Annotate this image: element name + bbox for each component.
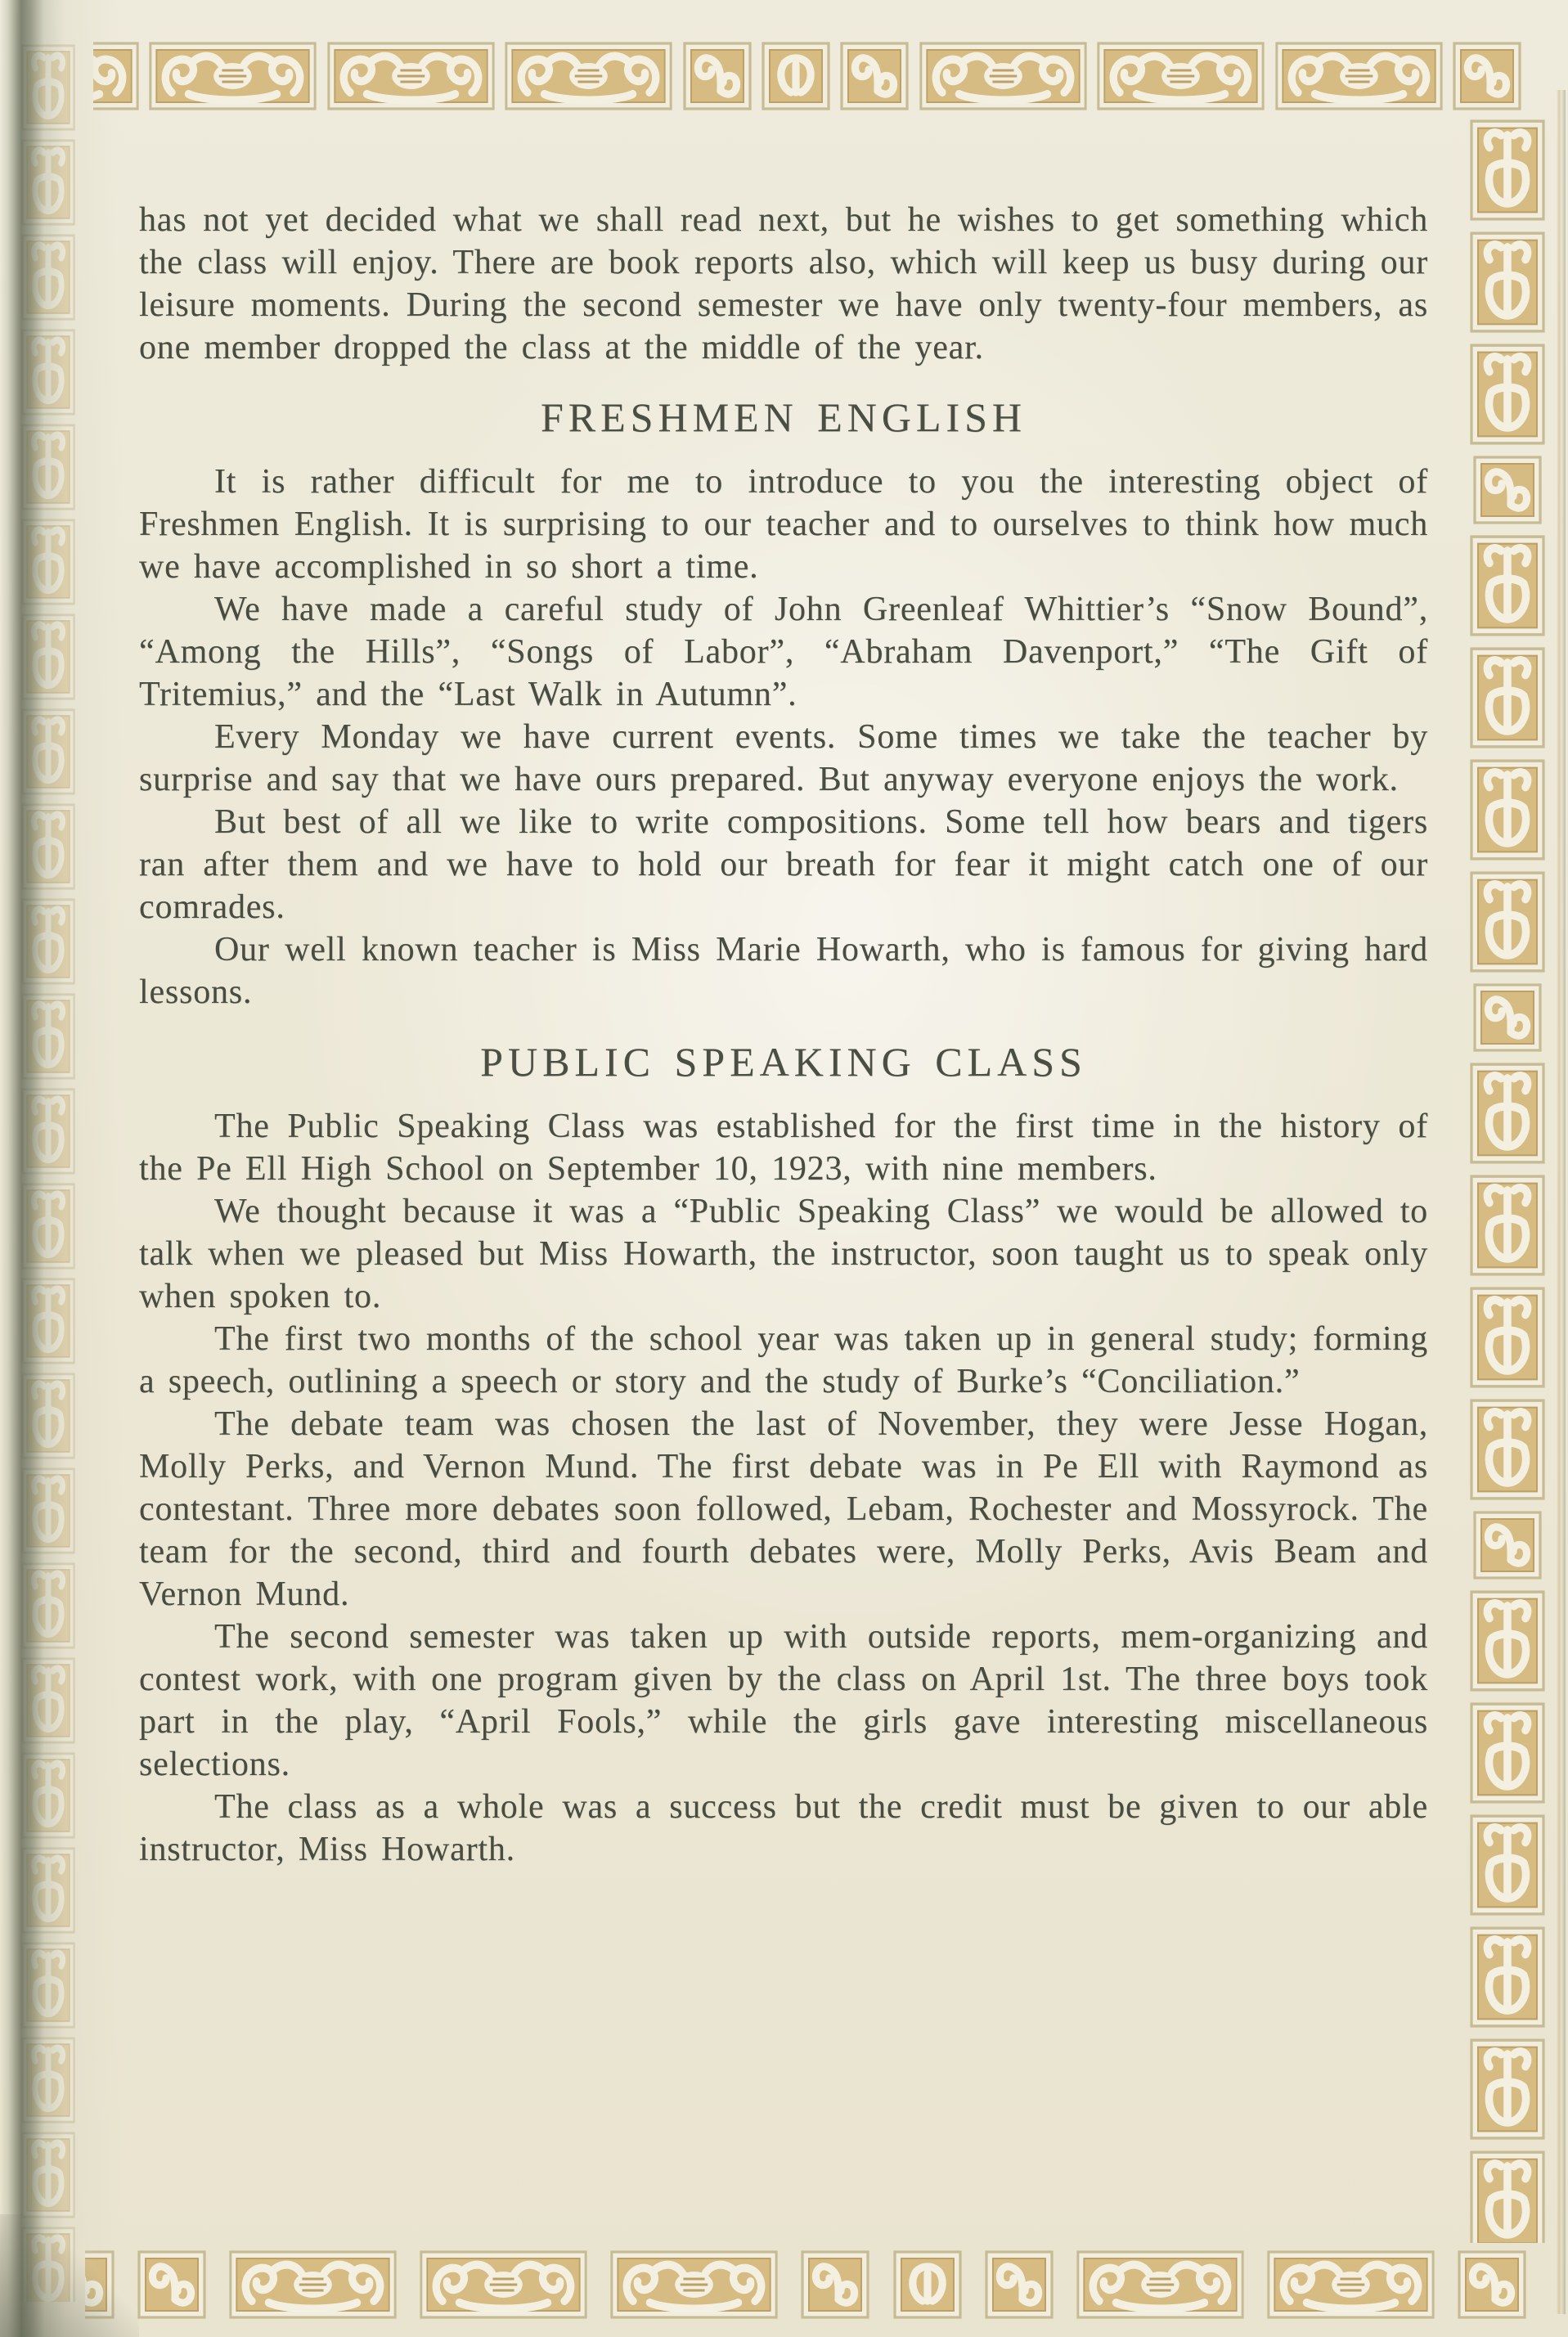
ornament-tile-small (985, 2250, 1054, 2319)
ornament-tile-vertical (1470, 2038, 1545, 2140)
ornament-tile-vertical (1470, 1702, 1545, 1804)
ornament-tile-vertical (1470, 1926, 1545, 2028)
ornament-tile-vertical (21, 1942, 75, 2029)
ornament-tile-wide (505, 42, 672, 110)
ornament-tile-vertical (1470, 647, 1545, 748)
ornament-tile-vertical (21, 898, 75, 985)
ornament-tile-wide (919, 42, 1087, 110)
right-border-ornament (1469, 119, 1546, 2243)
ornament-tile-wide (327, 42, 495, 110)
ornament-tile-vertical (21, 1467, 75, 1554)
ornament-tile-vertical (21, 803, 75, 890)
ornament-tile-small (683, 42, 752, 110)
ornament-tile-vertical (1470, 871, 1545, 973)
ornament-tile-small (801, 2250, 869, 2319)
ornament-tile-variant (893, 2250, 962, 2319)
ornament-tile-small (1473, 456, 1542, 524)
paragraph: The Public Speaking Class was established for the first time in the history of the Pe Ell High School on September 10, 1923, with nine members. (139, 1108, 1428, 1188)
ornament-tile-vertical (1470, 344, 1545, 445)
ornament-tile-small (1473, 1511, 1542, 1580)
ornament-tile-vertical (1470, 1399, 1545, 1500)
ornament-tile-vertical (21, 1278, 75, 1364)
ornament-tile-vertical (1470, 231, 1545, 333)
ornament-tile-clipped (85, 2250, 115, 2319)
ornament-tile-vertical (1470, 1287, 1545, 1388)
page-text (139, 199, 1428, 1871)
ornament-tile-wide (93, 42, 139, 110)
ornament-tile-vertical (21, 993, 75, 1080)
ornament-tile-vertical (21, 1562, 75, 1649)
ornament-tile-vertical (21, 1752, 75, 1839)
ornament-tile-wide (1275, 42, 1443, 110)
ornament-tile-vertical (1470, 759, 1545, 861)
paragraph: The second semester was taken up with outside reports, mem-organizing and contest work, with one program given by the class on April 1st. The three boys took part in the play, “April Fools,” while the girls gave interesting miscellaneous selections. (139, 1618, 1428, 1783)
paragraph: has not yet decided what we shall read next, but he wishes to get something which the class will enjoy. There are book reports also, which will keep us busy during our leisure moments. During the second semester we have only twenty-four members, as one member dropped the class at the middle of the year. (139, 201, 1428, 366)
ornament-tile-vertical (21, 519, 75, 605)
ornament-tile-vertical (1470, 2150, 1545, 2243)
ornament-tile-vertical (21, 44, 75, 131)
ornament-tile-vertical (21, 2037, 75, 2124)
ornament-tile-wide (1267, 2250, 1435, 2319)
ornament-tile-wide (149, 42, 317, 110)
top-border-ornament (93, 41, 1521, 111)
ornament-tile-wide (1097, 42, 1265, 110)
paragraph: We thought because it was a “Public Speaking Class” we would be allowed to talk when we pleased but Miss Howarth, the instructor, soon taught us to speak only when spoken to. (139, 1193, 1428, 1315)
ornament-tile-vertical (21, 424, 75, 510)
paragraph: But best of all we like to write compositions. Some tell how bears and tigers ran after them and we have to hold our breath for fear it might catch one of our comrades. (139, 803, 1428, 926)
ornament-tile-vertical (21, 2132, 75, 2218)
ornament-tile-vertical (1470, 1814, 1545, 1916)
ornament-tile-vertical (21, 234, 75, 321)
ornament-tile-small (840, 42, 909, 110)
paragraph: Every Monday we have current events. Some times we take the teacher by surprise and say that we have ours prepared. But anyway everyone enjoys the work. (139, 718, 1428, 798)
paragraph: The first two months of the school year was taken up in general study; forming a speech, outlining a speech or story and the study of Burke’s “Conciliation.” (139, 1320, 1428, 1400)
ornament-tile-vertical (1470, 535, 1545, 636)
ornament-tile-clipped (93, 42, 139, 110)
bottom-border-ornament (85, 2249, 1526, 2320)
paragraph: The debate team was chosen the last of November, they were Jesse Hogan, Molly Perks, and Vernon Mund. The first debate was in Pe Ell with Raymond as contestant. Three more debates soon followed, Lebam, Rochester and Mossyrock. The team for the second, third and fourth debates were, Molly Perks, Avis Beam and Vernon Mund. (139, 1405, 1428, 1613)
section-heading-freshmen-english: FRESHMEN ENGLISH (540, 394, 1027, 440)
paragraph: It is rather difficult for me to introduce to you the interesting object of Freshmen English. It is surprising to our teacher and to ourselves to think how much we have accomplished in so short a time. (139, 463, 1428, 586)
ornament-tile-small (137, 2250, 206, 2319)
ornament-tile-vertical (21, 1373, 75, 1459)
paragraph: We have made a careful study of John Greenleaf Whittier’s “Snow Bound”, “Among the Hills”, “Songs of Labor”, “Abraham Davenport,” “The Gift of Tritemius,” and the “Last Walk in Autumn”. (139, 591, 1428, 713)
page-edge-line (1557, 90, 1566, 2314)
ornament-tile-vertical (21, 139, 75, 226)
paragraph: The class as a whole was a success but the credit must be given to our able instructor, Miss Howarth. (139, 1788, 1428, 1868)
left-border-ornament (21, 44, 79, 2302)
ornament-tile-corner (1453, 42, 1521, 110)
ornament-tile-vertical (21, 1847, 75, 1934)
ornament-tile-wide (420, 2250, 587, 2319)
ornament-tile-small (85, 2250, 115, 2319)
ornament-tile-corner (1458, 2250, 1526, 2319)
ornament-tile-vertical (21, 613, 75, 700)
ornament-tile-vertical (21, 1183, 75, 1270)
ornament-tile-vertical (21, 329, 75, 416)
ornament-tile-vertical (1470, 1175, 1545, 1276)
ornament-tile-small (1473, 983, 1542, 1052)
ornament-tile-vertical (1470, 1590, 1545, 1692)
ornament-tile-wide (229, 2250, 397, 2319)
ornament-tile-vertical (1470, 119, 1545, 221)
ornament-tile-vertical (21, 1088, 75, 1175)
ornament-tile-wide (1076, 2250, 1244, 2319)
section-heading-public-speaking-class: PUBLIC SPEAKING CLASS (480, 1039, 1087, 1085)
ornament-tile-variant (762, 42, 830, 110)
ornament-tile-vertical (21, 1657, 75, 1744)
paragraph: Our well known teacher is Miss Marie Howarth, who is famous for giving hard lessons. (139, 931, 1428, 1011)
ornament-tile-vertical (1470, 1063, 1545, 1164)
ornament-tile-vertical (21, 2227, 75, 2302)
ornament-tile-wide (610, 2250, 778, 2319)
ornament-tile-vertical (21, 708, 75, 795)
